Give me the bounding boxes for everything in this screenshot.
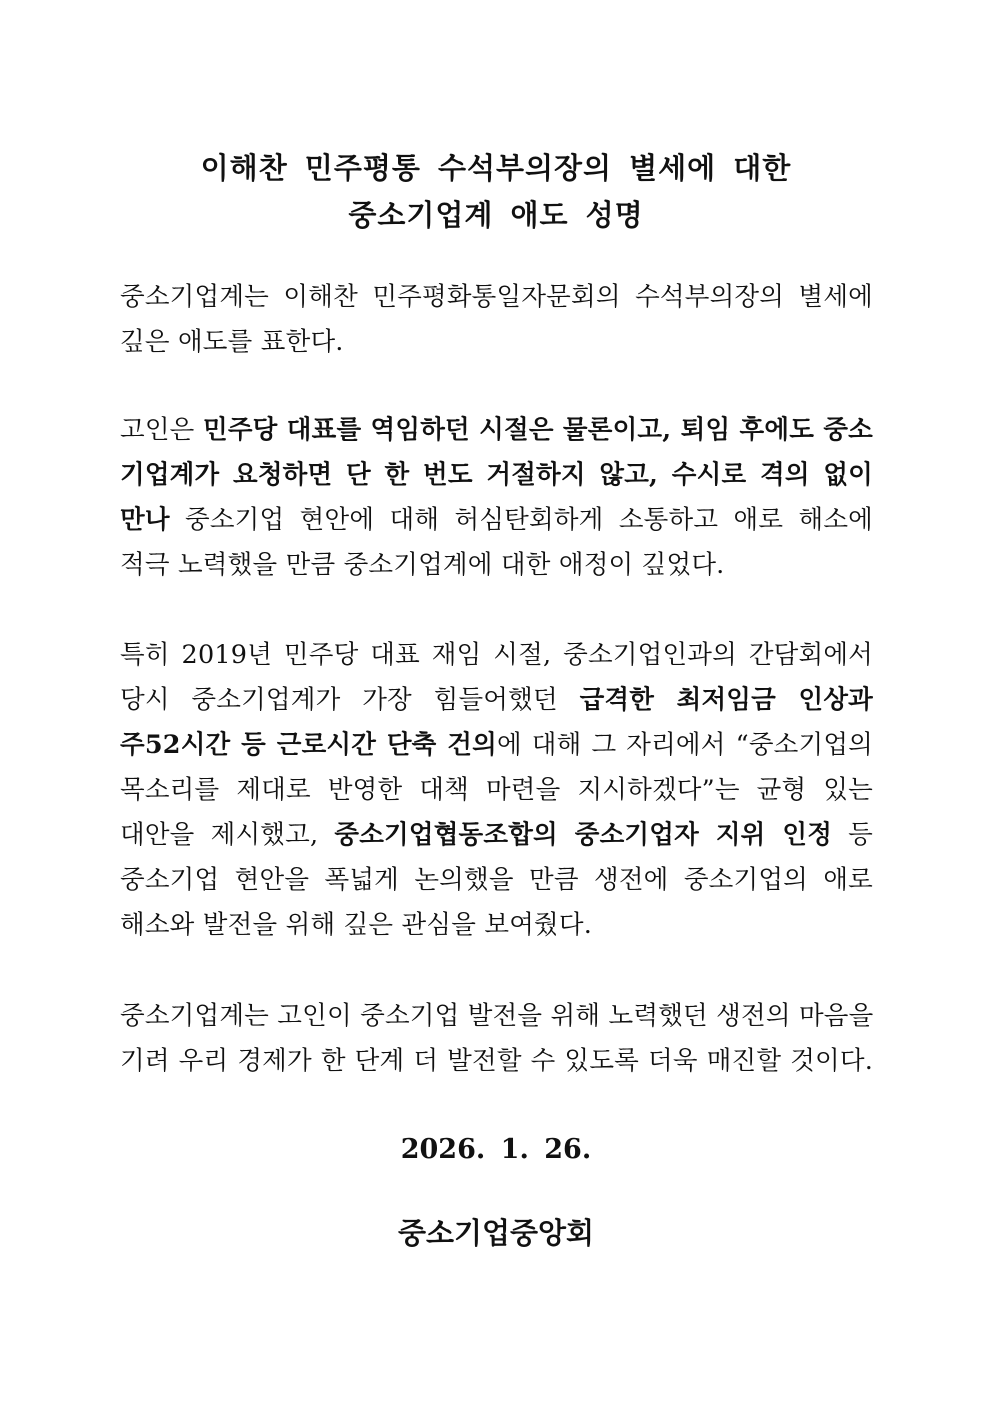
- plain-text: 등: [832, 820, 873, 850]
- paragraph-line: 중소기업계는 고인이 중소기업 발전을 위해 노력했던 생전의 마음을: [120, 1001, 874, 1031]
- plain-text: 에 대해 그 자리에서 “중소기업의: [496, 730, 873, 760]
- paragraph-line: 특히 2019년 민주당 대표 재임 시절, 중소기업인과의 간담회에서: [120, 640, 873, 670]
- bold-text: 기업계가 요청하면 단 한 번도 거절하지 않고, 수시로 격의 없이: [120, 460, 873, 490]
- plain-text: 당시 중소기업계가 가장 힘들어했던: [120, 685, 580, 715]
- paragraph-line: 깊은 애도를 표한다.: [120, 327, 344, 357]
- paragraph-line: [120, 813, 873, 858]
- statement-date: 2026. 1. 26.: [400, 1134, 592, 1165]
- paragraph-line: [120, 498, 873, 543]
- paragraph-resolution: [120, 994, 873, 1084]
- plain-text: 대안을 제시했고,: [120, 820, 335, 850]
- paragraph-line: 중소기업계는 이해찬 민주평화통일자문회의 수석부의장의 별세에: [120, 282, 873, 312]
- paragraph-line: [120, 408, 873, 453]
- plain-text: 고인은: [120, 415, 204, 445]
- bold-text: 주52시간 등 근로시간 단축 건의: [120, 730, 497, 760]
- bold-text: 민주당 대표를 역임하던 시절은 물론이고, 퇴임 후에도 중소: [203, 415, 873, 445]
- statement-title-line-2: 중소기업계 애도 성명: [348, 198, 644, 232]
- bold-text: 중소기업협동조합의 중소기업자 지위 인정: [334, 820, 833, 850]
- paragraph-line: 중소기업 현안을 폭넓게 논의했을 만큼 생전에 중소기업의 애로: [120, 865, 873, 895]
- paragraph-tribute: [120, 408, 873, 588]
- paragraph-line: 해소와 발전을 위해 깊은 관심을 보여줬다.: [120, 910, 592, 940]
- paragraph-line: 목소리를 제대로 반영한 대책 마련을 지시하겠다”는 균형 있는: [120, 775, 873, 805]
- bold-text: 만나: [120, 505, 170, 535]
- bold-text: 급격한 최저임금 인상과: [579, 685, 873, 715]
- paragraph-condolence: [120, 275, 873, 365]
- plain-text: 중소기업 현안에 대해 허심탄회하게 소통하고 애로 해소에: [169, 505, 873, 535]
- paragraph-line: [120, 723, 873, 768]
- paragraph-line: [120, 453, 873, 498]
- paragraph-line: 적극 노력했을 만큼 중소기업계에 대한 애정이 깊었다.: [120, 550, 725, 580]
- paragraph-line: 기려 우리 경제가 한 단계 더 발전할 수 있도록 더욱 매진할 것이다.: [120, 1046, 873, 1076]
- statement-title-line-1: 이해찬 민주평통 수석부의장의 별세에 대한: [200, 151, 792, 185]
- issuing-organization: 중소기업중앙회: [397, 1216, 595, 1250]
- paragraph-history: [120, 633, 873, 948]
- paragraph-line: [120, 678, 873, 723]
